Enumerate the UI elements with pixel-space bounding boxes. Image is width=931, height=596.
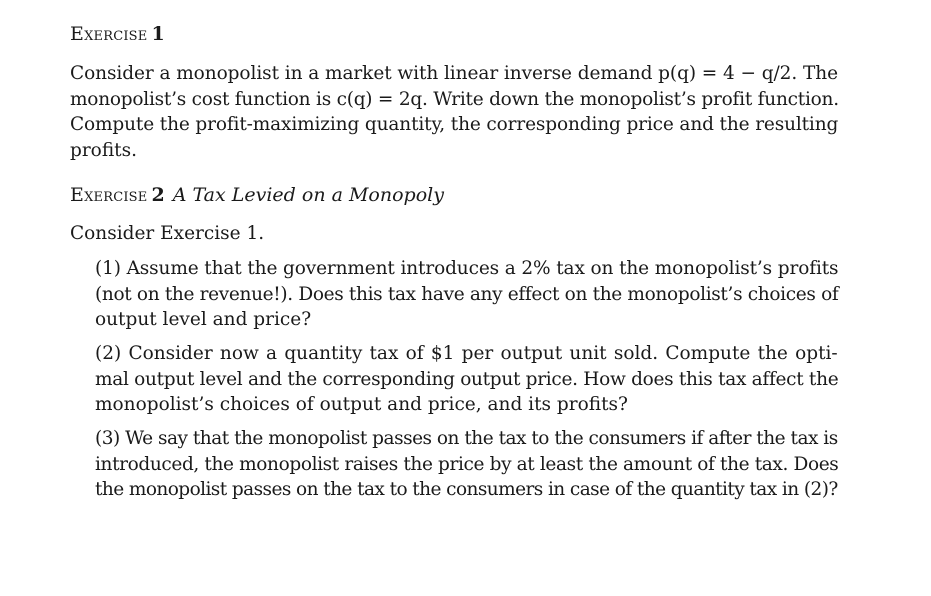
exercise-2-item-2 (95, 341, 838, 418)
item-line: introduced, the monopolist raises the price by at least the amount of the tax. Does (95, 453, 839, 475)
exercise-1-number: 1 (151, 23, 165, 45)
exercise-1-keyword: Exercise (70, 23, 148, 45)
exercise-1-heading (70, 22, 165, 46)
exercise-2-item-1 (95, 256, 838, 333)
item-line: (not on the revenue!). Does this tax have any effect on the monopolist’s choices of (95, 283, 839, 305)
item-line: monopolist’s choices of output and price, and its profits? (95, 394, 628, 415)
exercise-2-intro: Consider Exercise 1. (70, 223, 265, 244)
item-line: the monopolist passes on the tax to the consumers in case of the quantity tax in (2)? (95, 479, 838, 500)
item-line: (1) Assume that the government introduces a 2% tax on the monopolist’s profits (95, 258, 839, 279)
item-line: mal output level and the corresponding output price. How does this tax affect the (95, 368, 839, 390)
exercise-1-line: Consider a monopolist in a market with linear inverse demand p(q) = 4 − q/2. The (70, 63, 838, 84)
exercise-1-line: Compute the profit-maximizing quantity, the corresponding price and the resulting (70, 114, 839, 135)
item-line: (2) Consider now a quantity tax of $1 per output unit sold. Compute the opti- (95, 343, 838, 364)
exercise-1-line: monopolist’s cost function is c(q) = 2q. Write down the monopolist’s profit function. (70, 88, 839, 110)
exercise-2-item-3 (95, 426, 838, 503)
exercise-2-keyword: Exercise (70, 184, 148, 206)
item-line: (3) We say that the monopolist passes on the tax to the consumers if after the tax is (95, 428, 838, 449)
exercise-1-body (70, 61, 838, 163)
exercise-2-subtitle: A Tax Levied on a Monopoly (172, 184, 444, 206)
item-line: output level and price? (95, 309, 312, 330)
exercise-1-line: profits. (70, 139, 137, 161)
exercise-2-number: 2 (151, 184, 165, 206)
exercise-2-heading (70, 183, 444, 207)
